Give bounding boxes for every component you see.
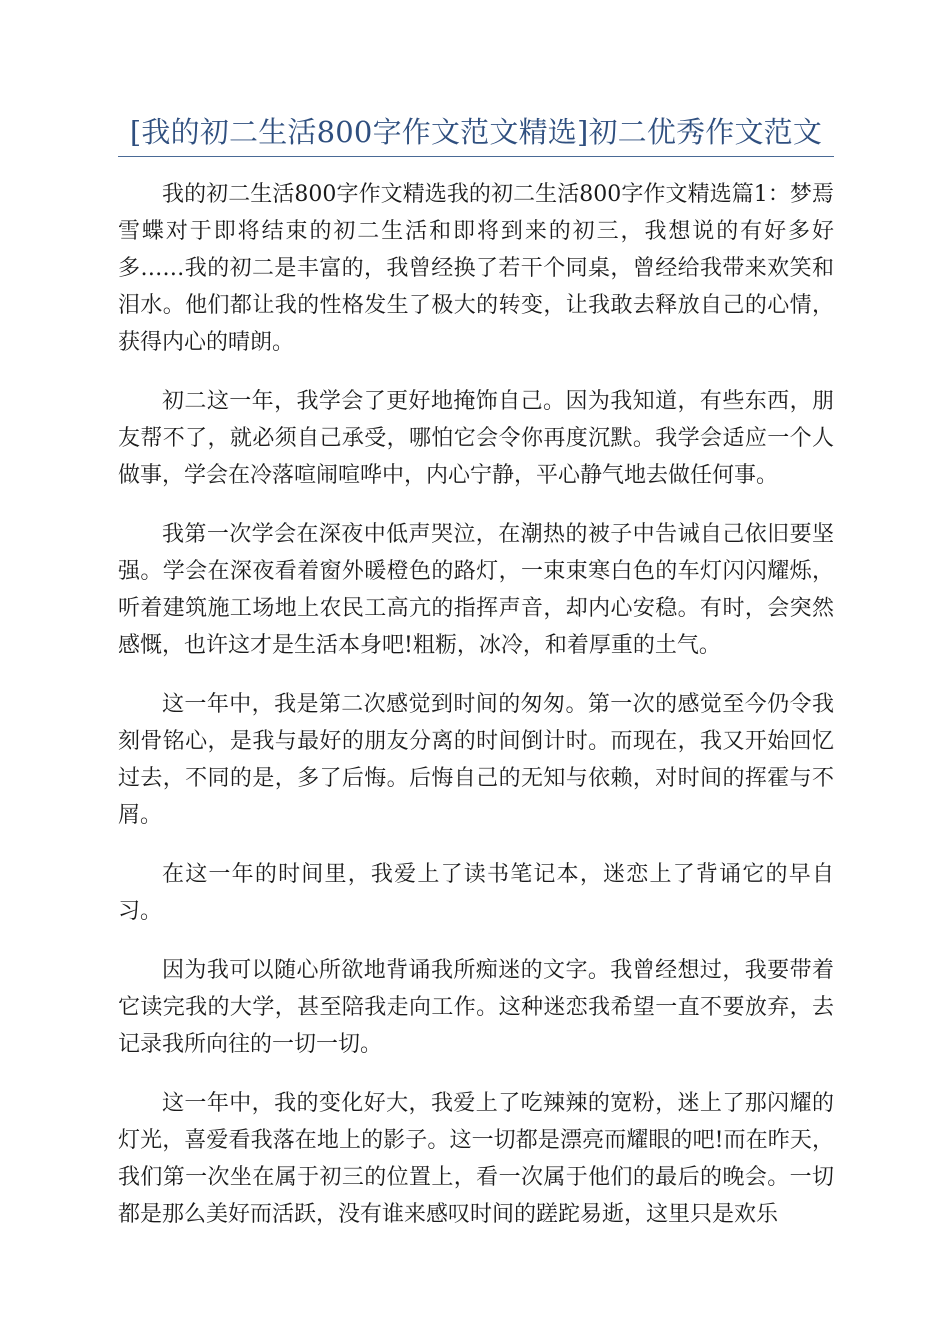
paragraph-5: 在这一年的时间里，我爱上了读书笔记本，迷恋上了背诵它的早自习。 [118, 862, 834, 924]
document-title: [我的初二生活800字作文范文精选]初二优秀作文范文 [129, 115, 823, 149]
paragraph-2: 初二这一年，我学会了更好地掩饰自己。因为我知道，有些东西，朋友帮不了，就必须自己承受，哪怕它会令你再度沉默。我学会适应一个人做事，学会在冷落喧闹喧哗中，内心宁静，平心静气地去做任何事。 [118, 389, 834, 488]
paragraph-7: 这一年中，我的变化好大，我爱上了吃辣辣的宽粉，迷上了那闪耀的灯光，喜爱看我落在地上的影子。这一切都是漂亮而耀眼的吧!而在昨天，我们第一次坐在属于初三的位置上，看一次属于他们的最后的晚会。一切都是那么美好而活跃，没有谁来感叹时间的蹉跎易逝，这里只是欢乐 [118, 1091, 834, 1227]
paragraph-3: 我第一次学会在深夜中低声哭泣，在潮热的被子中告诫自己依旧要坚强。学会在深夜看着窗外暖橙色的路灯，一束束寒白色的车灯闪闪耀烁，听着建筑施工场地上农民工高亢的指挥声音，却内心安稳。有时，会突然感慨，也许这才是生活本身吧!粗粝，冰冷，和着厚重的土气。 [118, 522, 834, 658]
paragraph-1: 我的初二生活800字作文精选我的初二生活800字作文精选篇1：梦焉雪蝶对于即将结束的初二生活和即将到来的初三，我想说的有好多好多……我的初二是丰富的，我曾经换了若干个同桌，曾经给我带来欢笑和泪水。他们都让我的性格发生了极大的转变，让我敢去释放自己的心情，获得内心的晴朗。 [118, 182, 834, 355]
paragraph-4: 这一年中，我是第二次感觉到时间的匆匆。第一次的感觉至今仍令我刻骨铭心，是我与最好的朋友分离的时间倒计时。而现在，我又开始回忆过去，不同的是，多了后悔。后悔自己的无知与依赖，对时间的挥霍与不屑。 [118, 692, 834, 828]
title-block [118, 112, 834, 157]
paragraph-6: 因为我可以随心所欲地背诵我所痴迷的文字。我曾经想过，我要带着它读完我的大学，甚至陪我走向工作。这种迷恋我希望一直不要放弃，去记录我所向往的一切一切。 [118, 958, 834, 1057]
document-body [118, 176, 834, 1233]
